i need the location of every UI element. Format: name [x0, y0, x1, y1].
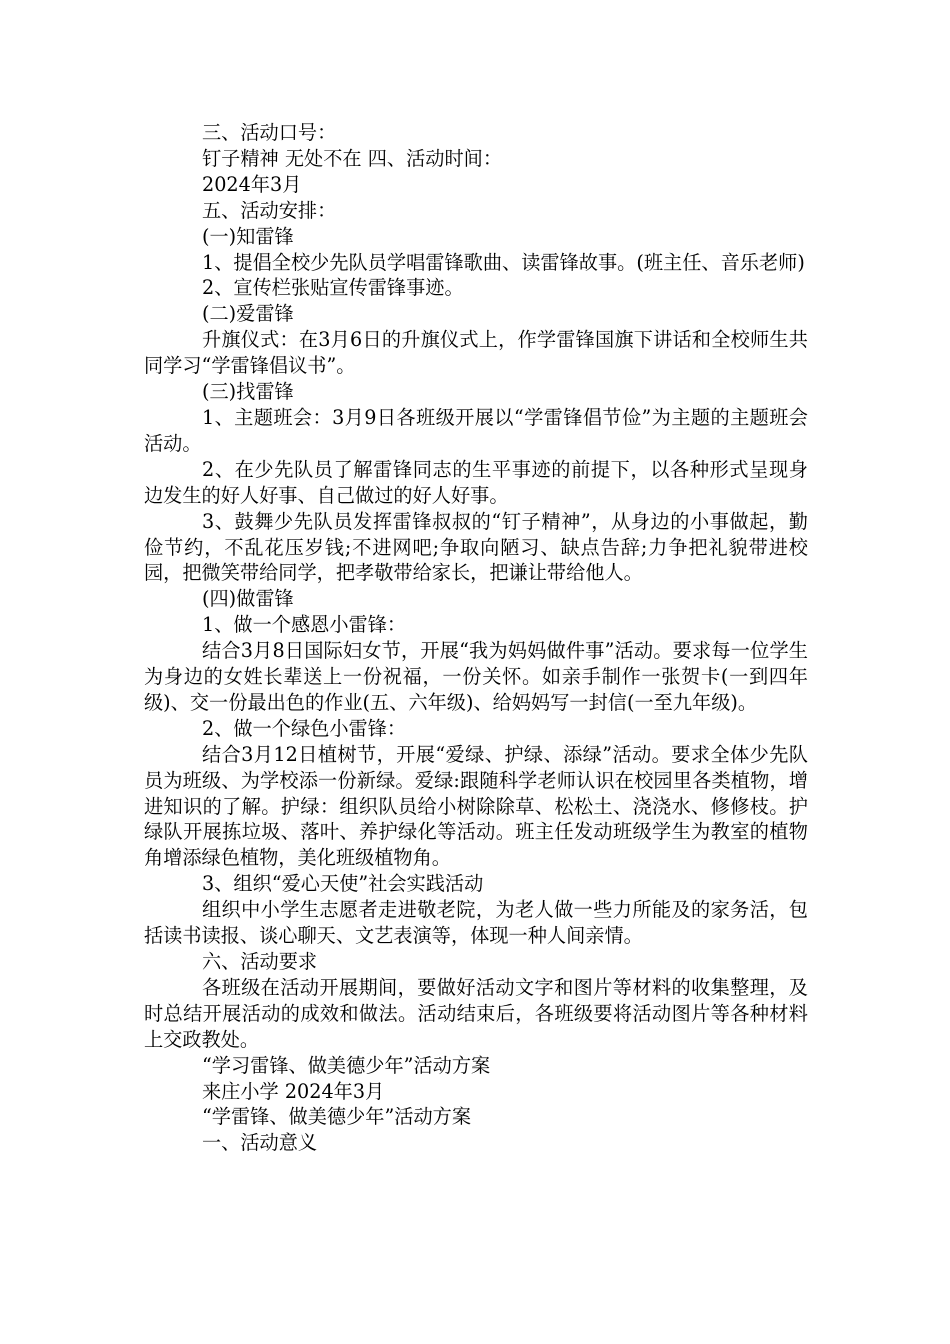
activity-date: 2024年3月: [202, 172, 302, 196]
subsection-heading-find: (三)找雷锋: [202, 380, 294, 404]
paragraph: 组织中小学生志愿者走进敬老院，为老人做一些力所能及的家务活，包括读书读报、谈心聊天、文艺表演等，体现一种人间亲情。: [144, 898, 808, 948]
section-heading-significance: 一、活动意义: [202, 1131, 318, 1155]
document-body: [144, 120, 808, 1156]
section-heading-requirements: 六、活动要求: [202, 950, 318, 973]
plan-title: “学雷锋、做美德少年”活动方案: [202, 1105, 472, 1129]
paragraph: 3、鼓舞少先队员发挥雷锋叔叔的“钉子精神”，从身边的小事做起，勤俭节约，不乱花压岁钱;不进网吧;争取向陋习、缺点告辞;力争把礼貌带进校园，把微笑带给同学，把孝敬带给家长，把谦让带给他人。: [144, 509, 808, 585]
school-and-date: 来庄小学 2024年3月: [202, 1079, 385, 1103]
subsection-heading-love: (二)爱雷锋: [202, 302, 294, 326]
paragraph: 3、组织“爱心天使”社会实践活动: [202, 872, 484, 896]
paragraph: 结合3月8日国际妇女节，开展“我为妈妈做件事”活动。要求每一位学生为身边的女姓长辈送上一份祝福，一份关怀。如亲手制作一张贺卡(一到四年级)、交一份最出色的作业(五、六年级)、给妈妈写一封信(一至九年级)。: [144, 639, 808, 714]
paragraph: 1、主题班会：3月9日各班级开展以“学雷锋倡节俭”为主题的主题班会活动。: [144, 405, 808, 455]
paragraph: 各班级在活动开展期间，要做好活动文字和图片等材料的收集整理，及时总结开展活动的成效和做法。活动结束后，各班级要将活动图片等各种材料上交政教处。: [144, 975, 808, 1051]
paragraph: 2、宣传栏张贴宣传雷锋事迹。: [202, 276, 464, 300]
paragraph: 1、提倡全校少先队员学唱雷锋歌曲、读雷锋故事。(班主任、音乐老师): [202, 250, 805, 274]
subsection-heading-do: (四)做雷锋: [202, 587, 294, 611]
paragraph: 升旗仪式：在3月6日的升旗仪式上，作学雷锋国旗下讲话和全校师生共同学习“学雷锋倡议书”。: [144, 328, 808, 378]
paragraph: 2、做一个绿色小雷锋：: [202, 716, 407, 740]
paragraph: 2、在少先队员了解雷锋同志的生平事迹的前提下，以各种形式呈现身边发生的好人好事、自己做过的好人好事。: [144, 457, 808, 507]
paragraph: 1、做一个感恩小雷锋：: [202, 613, 407, 637]
section-heading-arrangement: 五、活动安排：: [202, 198, 337, 222]
slogan-text: 钉子精神 无处不在 四、活动时间：: [202, 146, 503, 170]
paragraph: 结合3月12日植树节，开展“爱绿、护绿、添绿”活动。要求全体少先队员为班级、为学校添一份新绿。爱绿:跟随科学老师认识在校园里各类植物，增进知识的了解。护绿：组织队员给小树除除草、松松土、浇浇水、修修枝。护绿队开展拣垃圾、落叶、养护绿化等活动。班主任发动班级学生为教室的植物角增添绿色植物，美化班级植物角。: [144, 742, 808, 870]
plan-title: “学习雷锋、做美德少年”活动方案: [202, 1053, 491, 1077]
section-heading-slogan: 三、活动口号：: [202, 121, 337, 144]
subsection-heading-know: (一)知雷锋: [202, 224, 294, 248]
